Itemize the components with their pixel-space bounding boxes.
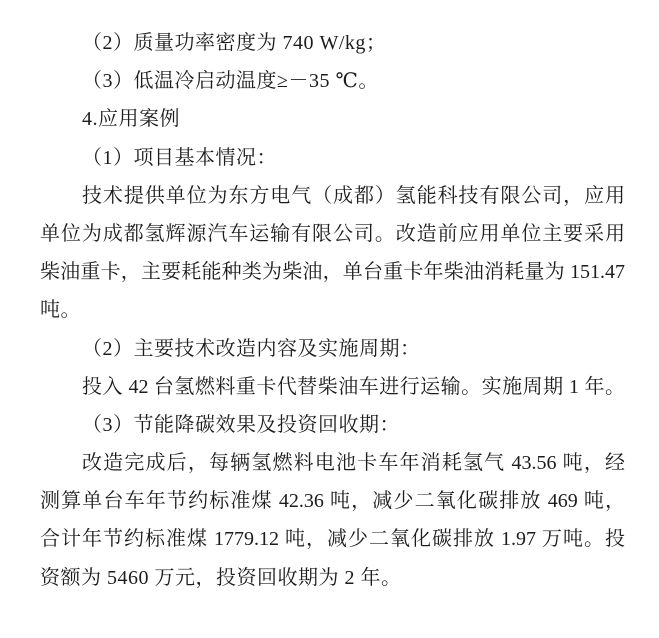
line-cold-start-temp: （3）低温冷启动温度≥－35 ℃。 (82, 70, 379, 93)
para-energy-saving-line-3: 合计年节约标准煤 1779.12 吨，减少二氧化碳排放 1.97 万吨。投 (40, 528, 625, 551)
heading-application-case: 4.应用案例 (82, 108, 180, 131)
para-project-basics-line-2: 单位为成都氢辉源汽车运输有限公司。改造前应用单位主要采用 (40, 222, 625, 245)
document-text-block (40, 24, 625, 597)
para-project-basics-line-4: 吨。 (40, 299, 81, 322)
line-power-density: （2）质量功率密度为 740 W/kg； (82, 32, 387, 54)
heading-project-basics: （1）项目基本情况： (82, 146, 277, 169)
para-energy-saving-line-1: 改造完成后，每辆氢燃料电池卡车年消耗氢气 43.56 吨，经 (82, 452, 625, 475)
heading-retrofit-content: （2）主要技术改造内容及实施周期： (82, 337, 421, 360)
para-project-basics-line-3: 柴油重卡，主要耗能种类为柴油，单台重卡年柴油消耗量为 151.47 (40, 261, 625, 284)
heading-energy-saving: （3）节能降碳效果及投资回收期： (82, 413, 400, 436)
para-project-basics-line-1: 技术提供单位为东方电气（成都）氢能科技有限公司，应用 (82, 184, 625, 207)
para-energy-saving-line-4: 资额为 5460 万元，投资回收期为 2 年。 (40, 566, 402, 589)
para-energy-saving-line-2: 测算单台车年节约标准煤 42.36 吨，减少二氧化碳排放 469 吨， (40, 490, 625, 513)
para-retrofit-line-1: 投入 42 台氢燃料重卡代替柴油车进行运输。实施周期 1 年。 (82, 375, 625, 398)
